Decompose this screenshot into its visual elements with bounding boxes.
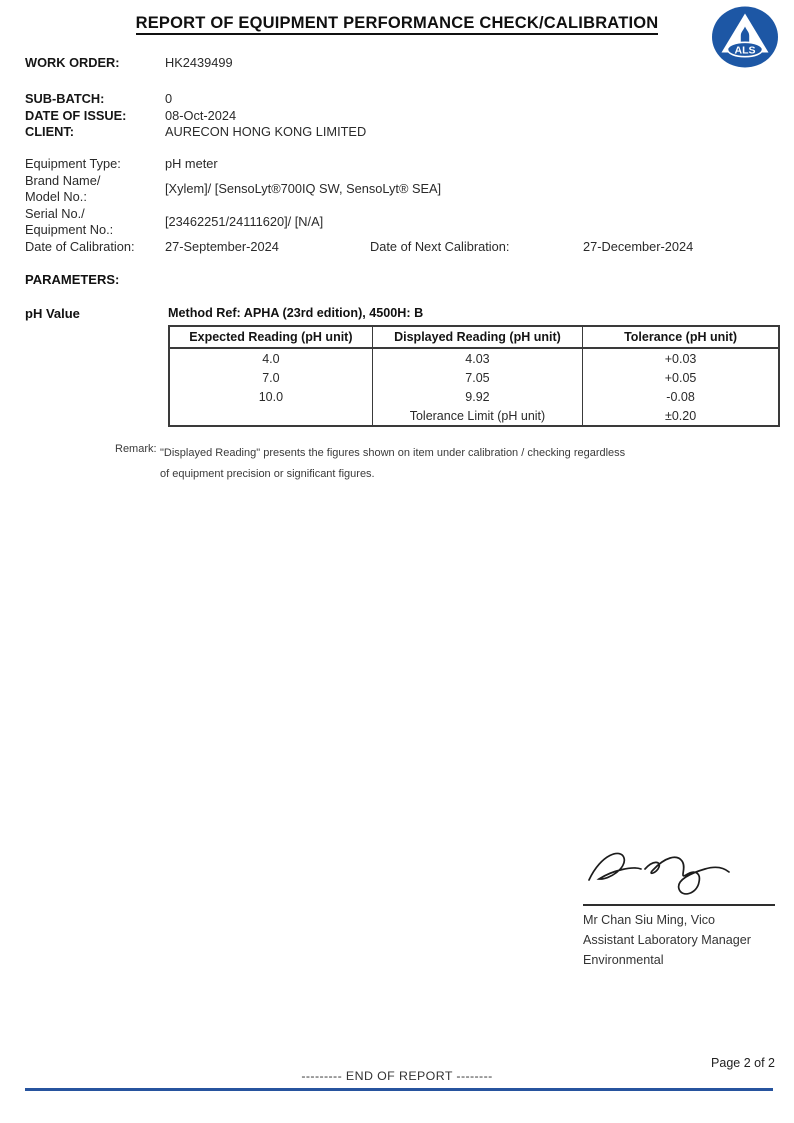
signatory-details [583,910,775,970]
parameters-heading: PARAMETERS: [25,272,120,287]
work-order-value: HK2439499 [165,55,233,70]
als-logo-icon [710,6,780,70]
sub-batch-row [25,91,366,108]
date-of-issue-value: 08-Oct-2024 [165,107,237,123]
ph-method-and-table [168,306,780,427]
end-of-report-text: --------- END OF REPORT -------- [301,1069,493,1083]
date-of-calibration-label: Date of Calibration: [25,238,135,254]
serial-equipment-no-value: [23462251/24111620]/ [N/A] [165,213,324,229]
table-row-tolerance-limit: Tolerance Limit (pH unit) ±0.20 [169,406,779,426]
client-value: AURECON HONG KONG LIMITED [165,124,367,139]
calibration-dates-row [25,239,693,256]
client-row [25,124,366,141]
brand-model-row [25,173,693,206]
sub-batch-value: 0 [165,91,173,106]
equipment-type-label: Equipment Type: [25,156,121,171]
work-order-row [25,55,233,72]
serial-equipment-no-row [25,206,693,239]
client-label: CLIENT: [25,124,75,139]
col-expected-reading: Expected Reading (pH unit) [169,326,372,348]
table-row: 10.0 9.92 -0.08 [169,387,779,406]
brand-model-value: [Xylem]/ [SensoLyt®700IQ SW, SensoLyt® SEA] [165,180,442,196]
als-logo-svg [710,6,780,70]
remark-label: Remark: [115,443,157,455]
table-header-row [169,326,779,348]
calibration-table [168,325,780,427]
signature-line [583,904,775,906]
col-tolerance: Tolerance (pH unit) [583,326,779,348]
signatory-name: Mr Chan Siu Ming, Vico [583,913,716,927]
ph-parameter-label: pH Value [25,306,80,321]
page-number: Page 2 of 2 [711,1056,775,1070]
col-displayed-reading: Displayed Reading (pH unit) [372,326,582,348]
table-row: 7.0 7.05 +0.05 [169,368,779,387]
signature-icon [583,838,775,904]
equipment-type-row [25,156,693,173]
sub-batch-label: SUB-BATCH: [25,91,105,106]
als-logo-text: ALS [734,44,756,57]
date-of-calibration-value: 27-September-2024 [165,238,279,254]
date-of-next-calibration-value: 27-December-2024 [583,238,694,254]
ph-value-section [25,306,780,427]
work-order-label: WORK ORDER: [25,55,120,70]
signatory-department: Environmental [583,953,664,967]
date-of-next-calibration-label: Date of Next Calibration: [370,238,510,254]
signatory-title: Assistant Laboratory Manager [583,933,752,947]
signature-block [583,838,775,970]
footer-divider-line [25,1088,773,1091]
method-ref: Method Ref: APHA (23rd edition), 4500H: B [168,306,424,320]
equipment-section [25,156,693,255]
remark-text: "Displayed Reading" presents the figures shown on item under calibration / checking regardless of equipment precision or significant figures. [160,447,626,480]
remark-block [115,443,625,485]
date-of-issue-row [25,108,366,125]
brand-model-label: Brand Name/ Model No.: [25,172,101,204]
info-section [25,91,366,141]
page-title: REPORT OF EQUIPMENT PERFORMANCE CHECK/CALIBRATION [0,14,794,33]
equipment-type-value: pH meter [165,156,218,171]
table-row: 4.0 4.03 +0.03 [169,348,779,368]
serial-equipment-no-label: Serial No./ Equipment No.: [25,205,114,237]
date-of-issue-label: DATE OF ISSUE: [25,107,127,123]
